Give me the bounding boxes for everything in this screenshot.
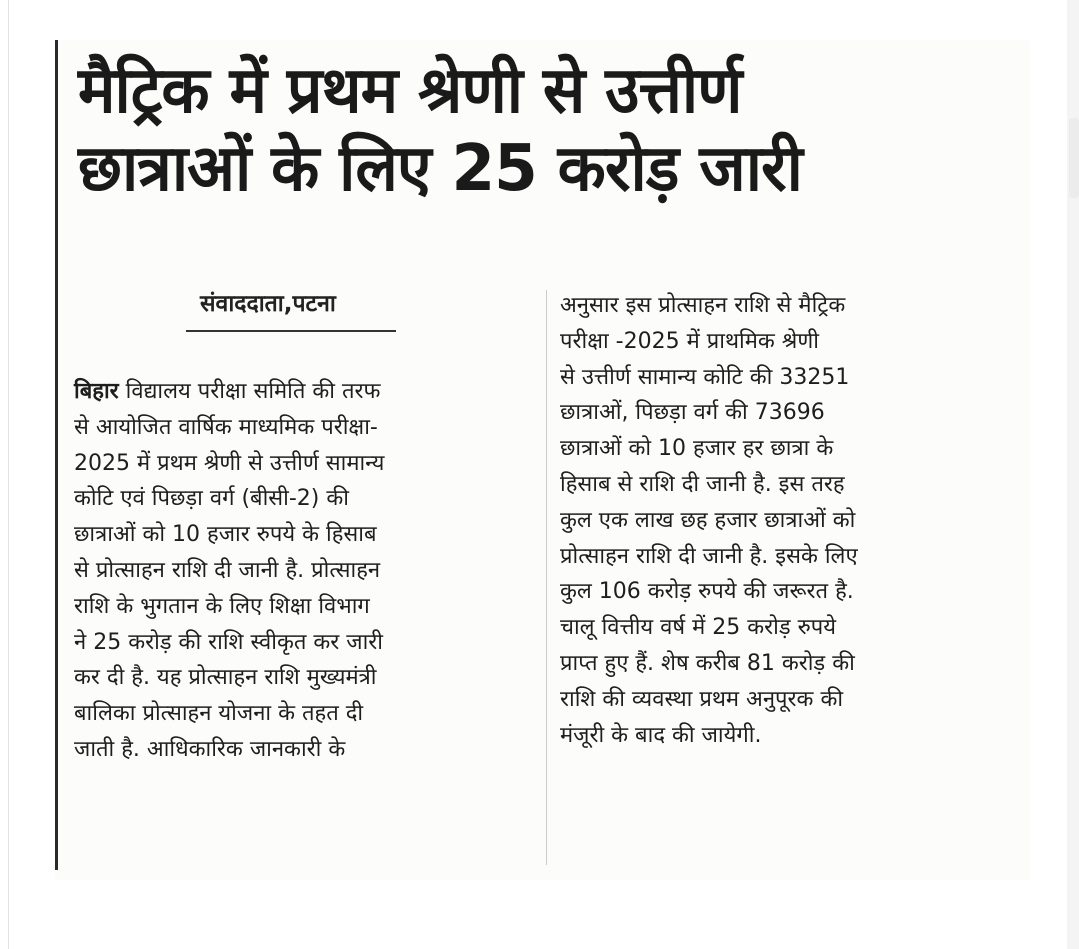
text-line: छात्राओं को 10 हजार हर छात्रा के	[560, 436, 834, 462]
text-line: मंजूरी के बाद की जायेगी.	[560, 722, 762, 748]
text-line: राशि की व्यवस्था प्रथम अनुपूरक की	[560, 686, 844, 712]
text-line: छात्राओं को 10 हजार रुपये के हिसाब	[74, 522, 377, 548]
text-line: परीक्षा -2025 में प्राथमिक श्रेणी	[560, 328, 819, 354]
scroll-indicator[interactable]	[1069, 118, 1079, 198]
text-line: कर दी है. यह प्रोत्साहन राशि मुख्यमंत्री	[74, 665, 377, 691]
text-line: 2025 में प्रथम श्रेणी से उत्तीर्ण सामान्य	[74, 450, 385, 476]
text-line: प्राप्त हुए हैं. शेष करीब 81 करोड़ की	[560, 650, 855, 676]
text-line: छात्राओं, पिछड़ा वर्ग की 73696	[560, 400, 825, 426]
text-line: से प्रोत्साहन राशि दी जानी है. प्रोत्साहन	[74, 557, 381, 583]
text-line: ने 25 करोड़ की राशि स्वीकृत कर जारी	[74, 629, 384, 655]
text-line: हिसाब से राशि दी जानी है. इस तरह	[560, 471, 845, 497]
headline-line: छात्राओं के लिए 25 करोड़ जारी	[78, 132, 802, 207]
text-line: से उत्तीर्ण सामान्य कोटि की 33251	[560, 364, 850, 390]
text-line: चालू वित्तीय वर्ष में 25 करोड़ रुपये	[560, 615, 837, 641]
text-line: राशि के भुगतान के लिए शिक्षा विभाग	[74, 593, 370, 619]
clipping-edge	[55, 40, 58, 870]
lead-word: बिहार	[74, 379, 119, 404]
byline: संवाददाता,पटना	[200, 291, 336, 317]
column-divider	[546, 290, 547, 865]
text-line: से आयोजित वार्षिक माध्यमिक परीक्षा-	[74, 414, 378, 440]
text-line: कुल 106 करोड़ रुपये की जरूरत है.	[560, 579, 854, 605]
text-line: प्रोत्साहन राशि दी जानी है. इसके लिए	[560, 543, 858, 569]
text-line: कोटि एवं पिछड़ा वर्ग (बीसी-2) की	[74, 486, 349, 512]
text-line-rest: विद्यालय परीक्षा समिति की तरफ	[118, 379, 381, 404]
article-headline	[78, 52, 999, 208]
text-line: जाती है. आधिकारिक जानकारी के	[74, 736, 346, 762]
byline-divider	[186, 330, 396, 332]
right-column	[560, 288, 1010, 753]
text-line: कुल एक लाख छह हजार छात्राओं को	[560, 507, 856, 533]
text-line: बालिका प्रोत्साहन योजना के तहत दी	[74, 701, 364, 727]
text-line: अनुसार इस प्रोत्साहन राशि से मैट्रिक	[560, 293, 846, 318]
text-line	[74, 374, 526, 410]
headline-line: मैट्रिक में प्रथम श्रेणी से उत्तीर्ण	[78, 54, 742, 128]
left-column	[74, 374, 526, 768]
